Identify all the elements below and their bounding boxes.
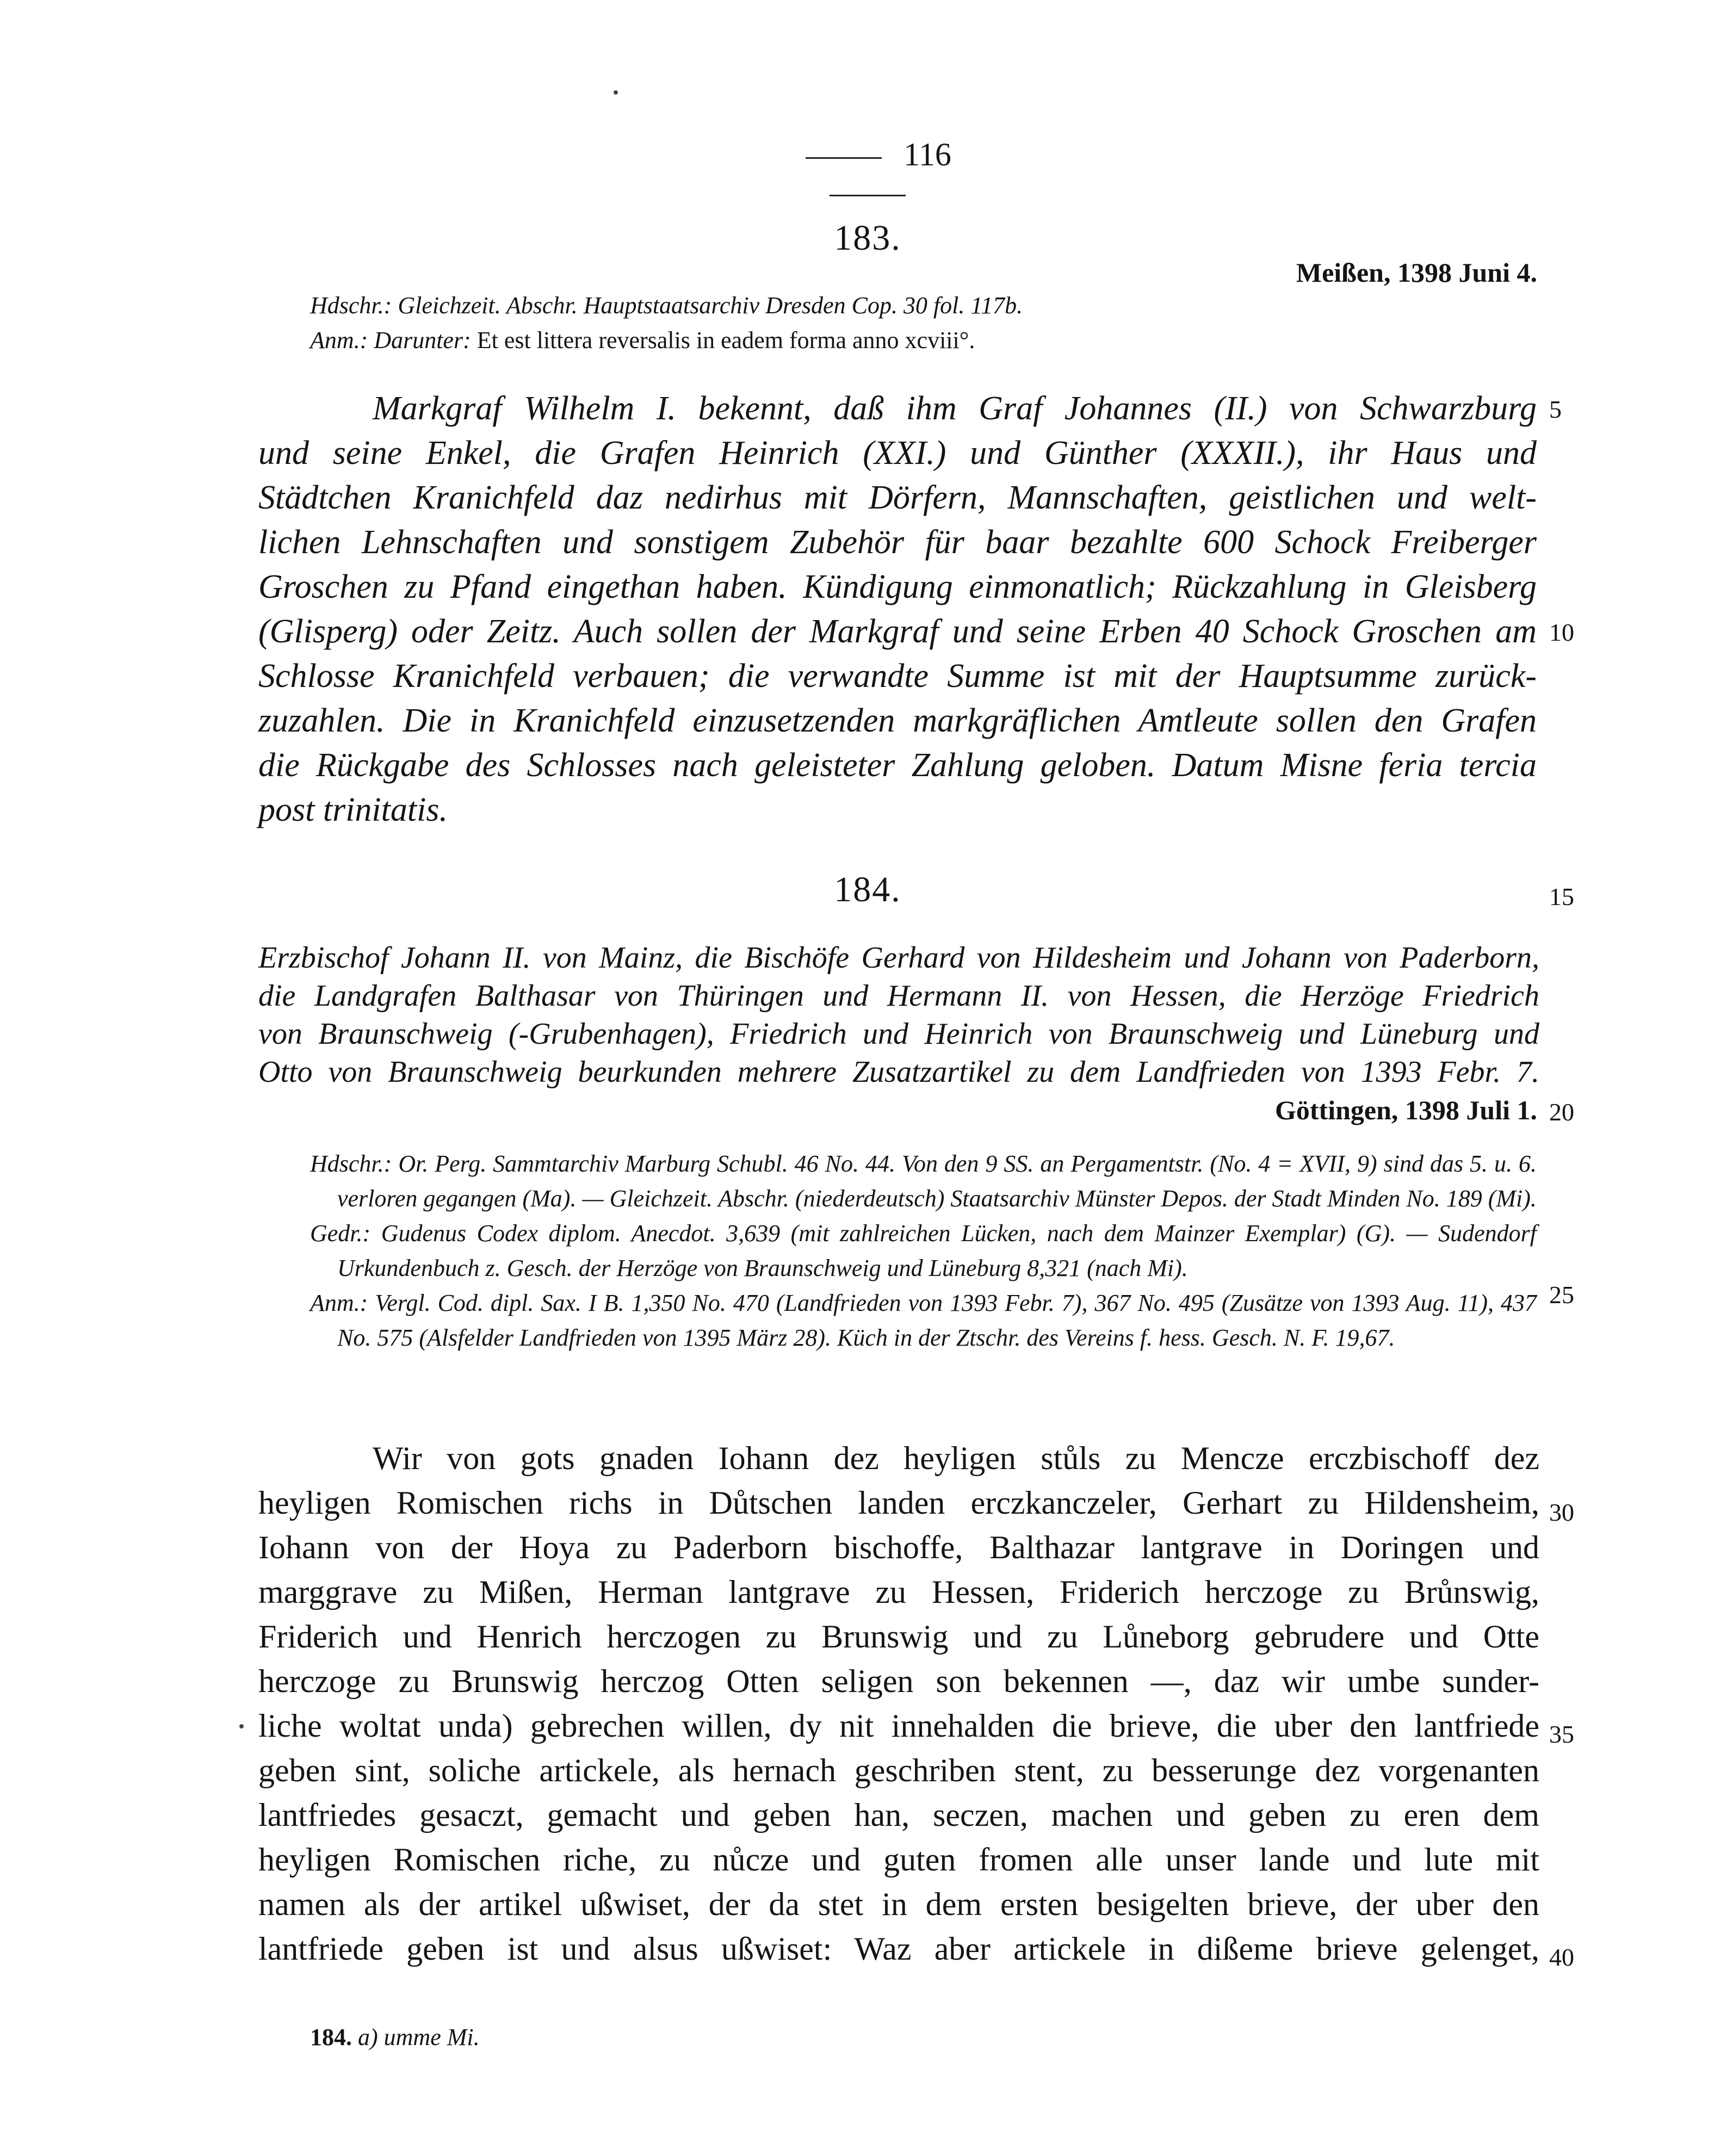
line-number: 5 <box>1549 395 1562 423</box>
line-number: 15 <box>1549 883 1574 910</box>
body-line: liche woltat unda) gebrechen willen, dy nit innehalden die brieve, die uber den lantfriede <box>258 1708 1539 1744</box>
doc-183-number: 183. <box>834 218 901 258</box>
doc-184-place-date: Göttingen, 1398 Juli 1. <box>1275 1095 1537 1125</box>
line-number: 35 <box>1549 1720 1574 1748</box>
regest-line: post trinitatis. <box>258 791 448 828</box>
line-number: 10 <box>1549 618 1574 646</box>
body-line: herczoge zu Brunswig herczog Otten seligen son bekennen —, daz wir umbe sunder- <box>258 1663 1539 1699</box>
summary-line: Erzbischof Johann II. von Mainz, die Bischöfe Gerhard von Hildesheim und Johann von Paderborn, <box>258 941 1539 975</box>
regest-line: die Rückgabe des Schlosses nach geleisteter Zahlung geloben. Datum Misne feria tercia <box>258 747 1537 784</box>
doc-183-regest <box>258 386 1537 832</box>
note-gedr: Gedr.: Gudenus Codex diplom. Anecdot. 3,639 (mit zahlreichen Lücken, nach dem Mainzer Exemplar) (G). — Sudendorf Urkundenbuch z. Gesch. der Herzöge von Braunschweig und Lüneburg 8,321 (nach Mi). <box>310 1220 1537 1281</box>
page-number: 116 <box>751 136 985 211</box>
body-line: marggrave zu Mißen, Herman lantgrave zu Hessen, Friderich herczoge zu Brůnswig, <box>258 1574 1539 1610</box>
note-anm: Anm.: Vergl. Cod. dipl. Sax. I B. 1,350 No. 470 (Landfrieden von 1393 Febr. 7), 367 No. 495 (Zusätze von 1393 Aug. 11), 437 No. 575 (Alsfelder Landfrieden von 1395 März 28). Küch in der Ztschr. des Vereins f. hess. Gesch. N. F. 19,67. <box>310 1290 1537 1351</box>
summary-line: von Braunschweig (-Grubenhagen), Friedrich und Heinrich von Braunschweig und Lüneburg und <box>258 1017 1539 1051</box>
regest-line: Schlosse Kranichfeld verbauen; die verwandte Summe ist mit der Hauptsumme zurück- <box>258 658 1537 695</box>
doc-184-body <box>258 1436 1539 1971</box>
doc-183-note-hdschr: Hdschr.: Gleichzeit. Abschr. Hauptstaatsarchiv Dresden Cop. 30 fol. 117b. <box>310 292 1023 319</box>
summary-line: Otto von Braunschweig beurkunden mehrere Zusatzartikel zu dem Landfrieden von 1393 Febr. 7. <box>258 1055 1539 1089</box>
regest-line: und seine Enkel, die Grafen Heinrich (XXI.) und Günther (XXXII.), ihr Haus und <box>258 435 1537 472</box>
body-line: namen als der artikel ußwiset, der da stet in dem ersten besigelten brieve, der uber den <box>258 1886 1539 1922</box>
regest-line: (Glisperg) oder Zeitz. Auch sollen der Markgraf und seine Erben 40 Schock Groschen am <box>258 613 1537 650</box>
note-hdschr: Hdschr.: Or. Perg. Sammtarchiv Marburg Schubl. 46 No. 44. Von den 9 SS. an Pergamentstr. (No. 4 = XVII, 9) sind das 5. u. 6. verloren gegangen (Ma). — Gleichzeit. Abschr. (niederdeutsch) Staatsarchiv Münster Depos. der Stadt Minden No. 189 (Mi). <box>310 1150 1537 1212</box>
regest-line: Markgraf Wilhelm I. bekennt, daß ihm Graf Johannes (II.) von Schwarzburg <box>373 390 1537 427</box>
body-line: lantfriedes gesaczt, gemacht und geben han, seczen, machen und geben zu eren dem <box>258 1797 1539 1833</box>
footnote: 184. a) umme Mi. <box>310 2024 480 2050</box>
summary-line: die Landgrafen Balthasar von Thüringen und Hermann II. von Hessen, die Herzöge Friedrich <box>258 979 1539 1013</box>
body-line: Friderich und Henrich herczogen zu Brunswig und zu Lůneborg gebrudere und Otte <box>258 1619 1539 1655</box>
body-line: heyligen Romischen richs in Důtschen landen erczkanczeler, Gerhart zu Hildensheim, <box>258 1485 1539 1521</box>
regest-line: zuzahlen. Die in Kranichfeld einzusetzenden markgräflichen Amtleute sollen den Grafen <box>258 702 1537 739</box>
doc-184-summary <box>258 939 1539 1091</box>
doc-184-notes <box>310 1147 1537 1355</box>
line-number: 30 <box>1549 1498 1574 1526</box>
regest-line: Städtchen Kranichfeld daz nedirhus mit Dörfern, Mannschaften, geistlichen und welt- <box>258 479 1537 516</box>
line-number: 20 <box>1549 1098 1574 1126</box>
body-line: lantfriede geben ist und alsus ußwiset: Waz aber artickele in dißeme brieve gelenget, <box>258 1931 1539 1967</box>
doc-183-note-anm: Anm.: Darunter: Et est littera reversalis in eadem forma anno xcviii°. <box>310 327 975 354</box>
speck-mark <box>614 90 618 95</box>
line-number: 25 <box>1549 1281 1574 1309</box>
regest-line: Groschen zu Pfand eingethan haben. Kündigung einmonatlich; Rückzahlung in Gleisberg <box>258 568 1537 605</box>
body-line: Iohann von der Hoya zu Paderborn bischoffe, Balthazar lantgrave in Doringen und <box>258 1529 1539 1565</box>
margin-dot <box>239 1724 244 1728</box>
regest-line: lichen Lehnschaften und sonstigem Zubehör für baar bezahlte 600 Schock Freiberger <box>258 524 1537 561</box>
right-rule <box>830 195 906 196</box>
doc-183-place-date: Meißen, 1398 Juni 4. <box>1296 257 1537 288</box>
left-rule <box>806 157 882 159</box>
body-line: Wir von gots gnaden Iohann dez heyligen stůls zu Mencze erczbischoff dez <box>373 1440 1539 1476</box>
doc-184-number: 184. <box>834 870 901 909</box>
line-number: 40 <box>1549 1943 1574 1971</box>
body-line: heyligen Romischen riche, zu nůcze und guten fromen alle unser lande und lute mit <box>258 1842 1539 1878</box>
body-line: geben sint, soliche artickele, als hernach geschriben stent, zu besserunge dez vorgenanten <box>258 1752 1539 1788</box>
